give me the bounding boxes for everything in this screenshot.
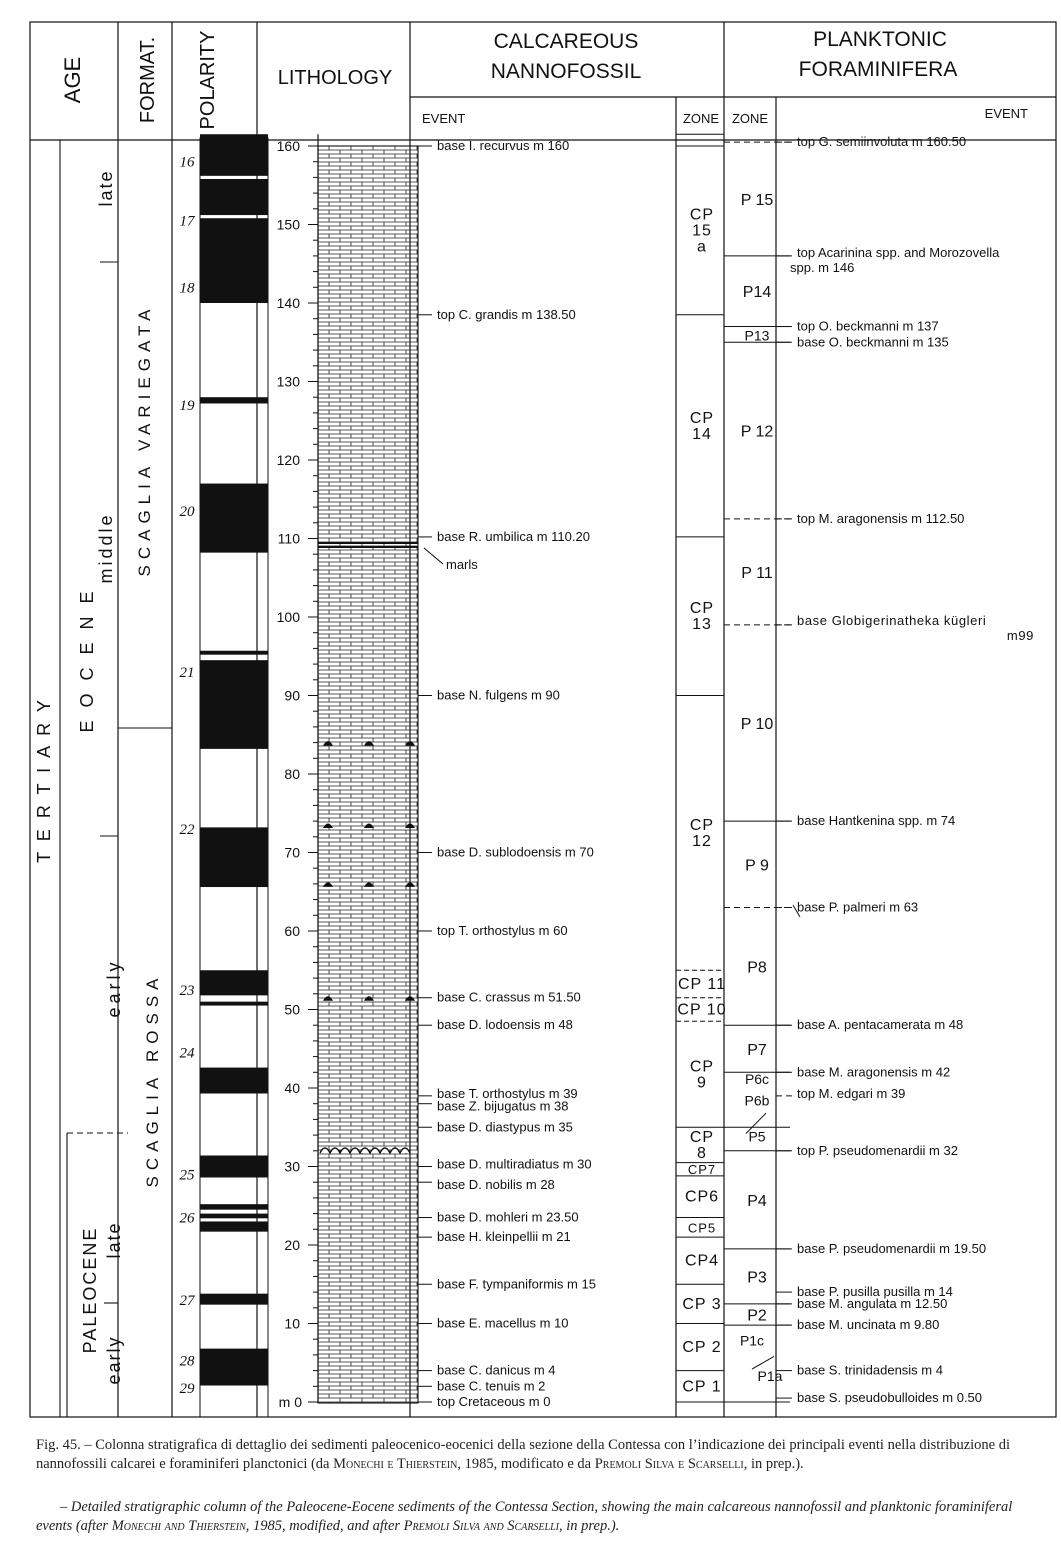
chron-label: 25 (179, 1167, 195, 1184)
header-age: AGE (60, 56, 85, 104)
chron-label: 22 (179, 821, 195, 838)
header-foram-title-2: FORAMINIFERA (798, 58, 958, 81)
nanno-zone-label: CP4 (684, 1252, 720, 1270)
age-eocene: E O C E N E (77, 587, 97, 733)
foram-event-label: base M. angulata m 12.50 (797, 1295, 948, 1311)
caption-italian-author-2: Premoli Silva e Scarselli (594, 1456, 744, 1472)
polarity-normal-interval (200, 1156, 268, 1178)
nanno-event-label: base D. multiradiatus m 30 (437, 1156, 592, 1172)
depth-label: 90 (284, 687, 300, 704)
nanno-zone-label: CP (689, 1058, 715, 1076)
depth-label: 70 (284, 844, 300, 861)
polarity-normal-interval (200, 179, 268, 215)
nanno-event-label: base D. sublodoensis m 70 (437, 844, 594, 860)
chron-label: 24 (179, 1045, 195, 1062)
caption-english-author-1: Monechi and Thierstein (111, 1518, 246, 1534)
foram-event-label: top M. edgari m 39 (797, 1085, 906, 1101)
polarity-normal-interval (200, 1294, 268, 1305)
depth-label: 10 (284, 1315, 300, 1332)
chron-label: 27 (179, 1292, 195, 1309)
header-nanno-title-1: CALCAREOUS (493, 30, 639, 53)
nanno-zone-label: 12 (692, 832, 712, 850)
polarity-normal-interval (200, 660, 268, 749)
foram-event-label: base P. palmeri m 63 (797, 899, 919, 915)
nanno-zone-label: CP 2 (682, 1339, 722, 1357)
age-late-paleocene: late (104, 1221, 124, 1259)
foram-zone-label: P1c (739, 1332, 765, 1349)
foram-zone-label: P 9 (745, 857, 769, 875)
marls-arrow (424, 548, 443, 564)
lithology-body (318, 146, 418, 1403)
foram-event-label: base S. pseudobulloides m 0.50 (797, 1390, 983, 1406)
foram-zone-label: P 11 (741, 564, 773, 582)
formation-column (118, 304, 172, 1188)
polarity-normal-interval (200, 1221, 268, 1231)
figure-frame (30, 22, 1056, 1417)
chron-label: 21 (179, 664, 195, 681)
foram-event-label: top O. beckmanni m 137 (797, 318, 939, 334)
nanno-event-label: base F. tympaniformis m 15 (437, 1276, 596, 1292)
caption-italian-text: Fig. 45. – Colonna stratigrafica di dettaglio dei sedimenti paleocenico-eocenici della sezione della Contessa con l’indicazione dei principali eventi nella distribuzione di nannofossili calcarei e foraminiferi planctonici (da (36, 1437, 1010, 1472)
nanno-zone-label: CP (689, 206, 715, 224)
nanno-event-label: base C. crassus m 51.50 (437, 989, 581, 1005)
header-zone-foram: ZONE (731, 111, 769, 126)
chron-label: 23 (179, 982, 195, 999)
nanno-zone-label: 9 (697, 1074, 707, 1092)
nanno-event-label: base C. tenuis m 2 (437, 1378, 546, 1394)
polarity-normal-interval (200, 1214, 268, 1219)
nanno-event-label: top Cretaceous m 0 (437, 1394, 551, 1409)
nanno-event-label: base I. recurvus m 160 (437, 138, 570, 153)
foram-zone-label: P4 (747, 1192, 767, 1210)
age-middle: middle (96, 512, 116, 584)
foram-event-label: base O. beckmanni m 135 (797, 334, 949, 350)
foram-event-label: base Hantkenina spp. m 74 (797, 813, 956, 829)
header-event-foram: EVENT (984, 106, 1028, 121)
foram-event-label: m99 (1006, 627, 1034, 643)
polarity-normal-interval (200, 651, 268, 655)
foram-event-label: top M. aragonensis m 112.50 (797, 510, 965, 526)
nannofossil-events (418, 138, 596, 1409)
age-paleocene: PALEOCENE (80, 1226, 100, 1354)
foram-zone-label: P 10 (740, 715, 774, 733)
depth-label: 130 (276, 373, 300, 390)
nanno-event-label: base D. nobilis m 28 (437, 1177, 555, 1193)
foram-zone-label: P14 (742, 284, 772, 302)
caption-italian (36, 1436, 1051, 1474)
polarity-normal-interval (200, 397, 268, 403)
foram-event-label: base Globigerinatheka kügleri (797, 612, 987, 628)
foram-zone-label: P 15 (740, 191, 774, 209)
age-late-top: late (96, 169, 116, 207)
nanno-event-label: base E. macellus m 10 (437, 1315, 569, 1331)
age-early-paleocene: early (104, 1335, 124, 1385)
polarity-normal-interval (200, 218, 268, 303)
nanno-event-label: base N. fulgens m 90 (437, 687, 560, 703)
nannofossil-zones (676, 134, 727, 1402)
foram-event-label: spp. m 146 (790, 259, 855, 275)
foram-zone-label: P2 (747, 1307, 767, 1325)
chron-label: 16 (179, 154, 195, 171)
nanno-zone-label: CP 10 (677, 1001, 727, 1019)
nanno-zone-label: CP7 (687, 1162, 717, 1178)
chron-label: 29 (179, 1380, 195, 1397)
header-lithology: LITHOLOGY (277, 67, 393, 89)
table-header (60, 28, 1028, 129)
chron-label: 17 (179, 213, 195, 230)
polarity-normal-interval (200, 1204, 268, 1209)
foraminifera-zones (724, 142, 790, 1402)
age-early-eocene: early (104, 958, 124, 1018)
header-zone-nanno: ZONE (682, 111, 720, 126)
foram-event-label: base A. pentacamerata m 48 (797, 1017, 964, 1033)
depth-label: 40 (284, 1080, 300, 1096)
depth-label: 60 (284, 923, 300, 939)
depth-label: 80 (284, 766, 300, 782)
chron-label: 18 (179, 280, 195, 297)
caption-italian-end: , in prep.). (743, 1456, 804, 1472)
nanno-event-label: base T. orthostylus m 39 (437, 1085, 578, 1101)
nanno-event-label: top C. grandis m 138.50 (437, 306, 576, 322)
nanno-event-label: base R. umbilica m 110.20 (437, 528, 590, 544)
formation-scaglia-variegata: SCAGLIA VARIEGATA (135, 303, 154, 577)
polarity-normal-interval (200, 827, 268, 887)
caption-english-mid: , 1985, modified, and after (245, 1518, 404, 1534)
depth-label: 120 (276, 452, 300, 468)
caption-english (36, 1498, 1051, 1536)
marls-label: marls (446, 557, 478, 572)
foram-zone-label: P1a (757, 1367, 783, 1384)
nanno-zone-label: 14 (692, 425, 712, 443)
foram-zone-label: P5 (748, 1128, 766, 1145)
nanno-zone-label: CP 11 (678, 975, 726, 993)
foram-event-label: base P. pusilla pusilla m 14 (797, 1284, 953, 1300)
nanno-event-label: base D. mohleri m 23.50 (437, 1209, 579, 1225)
nanno-zone-label: CP (689, 409, 715, 427)
nanno-zone-label: a (697, 238, 707, 256)
chron-label: 26 (179, 1210, 195, 1227)
caption-english-author-2: Premoli Silva and Scarselli (403, 1518, 559, 1534)
nanno-event-label: base D. diastypus m 35 (437, 1119, 573, 1135)
caption-english-text: – Detailed stratigraphic column of the Paleocene-Eocene sediments of the Contessa Section, showing the main calcareous nannofossil and planktonic foraminiferal events (after (36, 1499, 1013, 1534)
nanno-zone-label: CP (689, 816, 715, 834)
nanno-zone-label: CP6 (684, 1188, 720, 1206)
foram-zone-label: P 12 (740, 423, 774, 441)
foram-event-label: base S. trinidadensis m 4 (797, 1362, 943, 1378)
foram-event-label: top G. semiinvoluta m 160.50 (797, 134, 967, 150)
nanno-zone-label: CP 1 (682, 1378, 722, 1396)
nanno-event-label: base Z. bijugatus m 38 (437, 1098, 569, 1114)
chron-label: 28 (179, 1353, 195, 1370)
foram-event-label: base P. pseudomenardii m 19.50 (797, 1240, 987, 1256)
nanno-zone-label: CP (689, 1128, 715, 1146)
foraminifera-events (776, 134, 1034, 1405)
polarity-normal-interval (200, 1349, 268, 1386)
nanno-event-label: base C. danicus m 4 (437, 1362, 556, 1378)
depth-label: 110 (277, 530, 300, 547)
foram-event-label: base M. uncinata m 9.80 (797, 1317, 940, 1333)
depth-label: 30 (284, 1158, 300, 1175)
header-foram-title-1: PLANKTONIC (813, 28, 947, 51)
chron-label: 19 (179, 398, 195, 415)
depth-label: 50 (284, 1001, 300, 1018)
age-tertiary: T E R T I A R Y (34, 697, 54, 863)
foram-event-label: base M. aragonensis m 42 (797, 1064, 951, 1080)
depth-label: 150 (276, 216, 300, 233)
nanno-zone-label: CP5 (687, 1220, 717, 1236)
foram-zone-label: P13 (744, 327, 770, 344)
slump-level (320, 1148, 410, 1153)
nanno-zone-label: 15 (692, 222, 712, 240)
caption-italian-author-1: Monechi e Thierstein (333, 1456, 458, 1472)
header-event-nanno: EVENT (422, 111, 466, 126)
caption-italian-mid: , 1985, modificato e da (457, 1456, 595, 1472)
caption-english-end: , in prep.). (559, 1518, 620, 1534)
nanno-zone-label: CP 3 (682, 1295, 722, 1313)
nanno-event-label: top T. orthostylus m 60 (437, 923, 568, 938)
nanno-zone-label: 8 (697, 1144, 707, 1162)
nanno-zone-label: 13 (692, 616, 712, 634)
nanno-event-label: base H. kleinpellii m 21 (437, 1229, 571, 1245)
foram-zone-label: P3 (747, 1269, 767, 1287)
depth-label: 20 (284, 1237, 300, 1253)
depth-label-zero: m 0 (278, 1394, 302, 1410)
foram-zone-label: P8 (747, 959, 767, 977)
depth-label: 160 (276, 138, 300, 154)
foram-event-label: top P. pseudomenardii m 32 (797, 1142, 958, 1158)
depth-label: 140 (276, 295, 300, 311)
formation-scaglia-rossa: SCAGLIA ROSSA (143, 972, 162, 1188)
foram-event-label: top Acarinina spp. and Morozovella (797, 244, 1000, 260)
foram-zone-label: P6c (744, 1071, 770, 1088)
header-polarity: POLARITY (197, 30, 219, 130)
polarity-normal-interval (200, 970, 268, 995)
polarity-normal-interval (200, 1002, 268, 1006)
header-format: FORMAT. (137, 36, 159, 124)
header-nanno-title-2: NANNOFOSSIL (490, 60, 642, 83)
depth-label: 100 (276, 609, 300, 625)
foram-zone-label: P7 (747, 1041, 767, 1059)
polarity-normal-interval (200, 1068, 268, 1094)
polarity-column (180, 134, 269, 1417)
polarity-normal-interval (200, 484, 268, 553)
foram-zone-label: P6b (744, 1092, 770, 1109)
nanno-event-label: base D. lodoensis m 48 (437, 1017, 573, 1033)
chron-label: 20 (179, 504, 195, 521)
nanno-zone-label: CP (689, 600, 715, 618)
polarity-normal-interval (200, 134, 268, 176)
